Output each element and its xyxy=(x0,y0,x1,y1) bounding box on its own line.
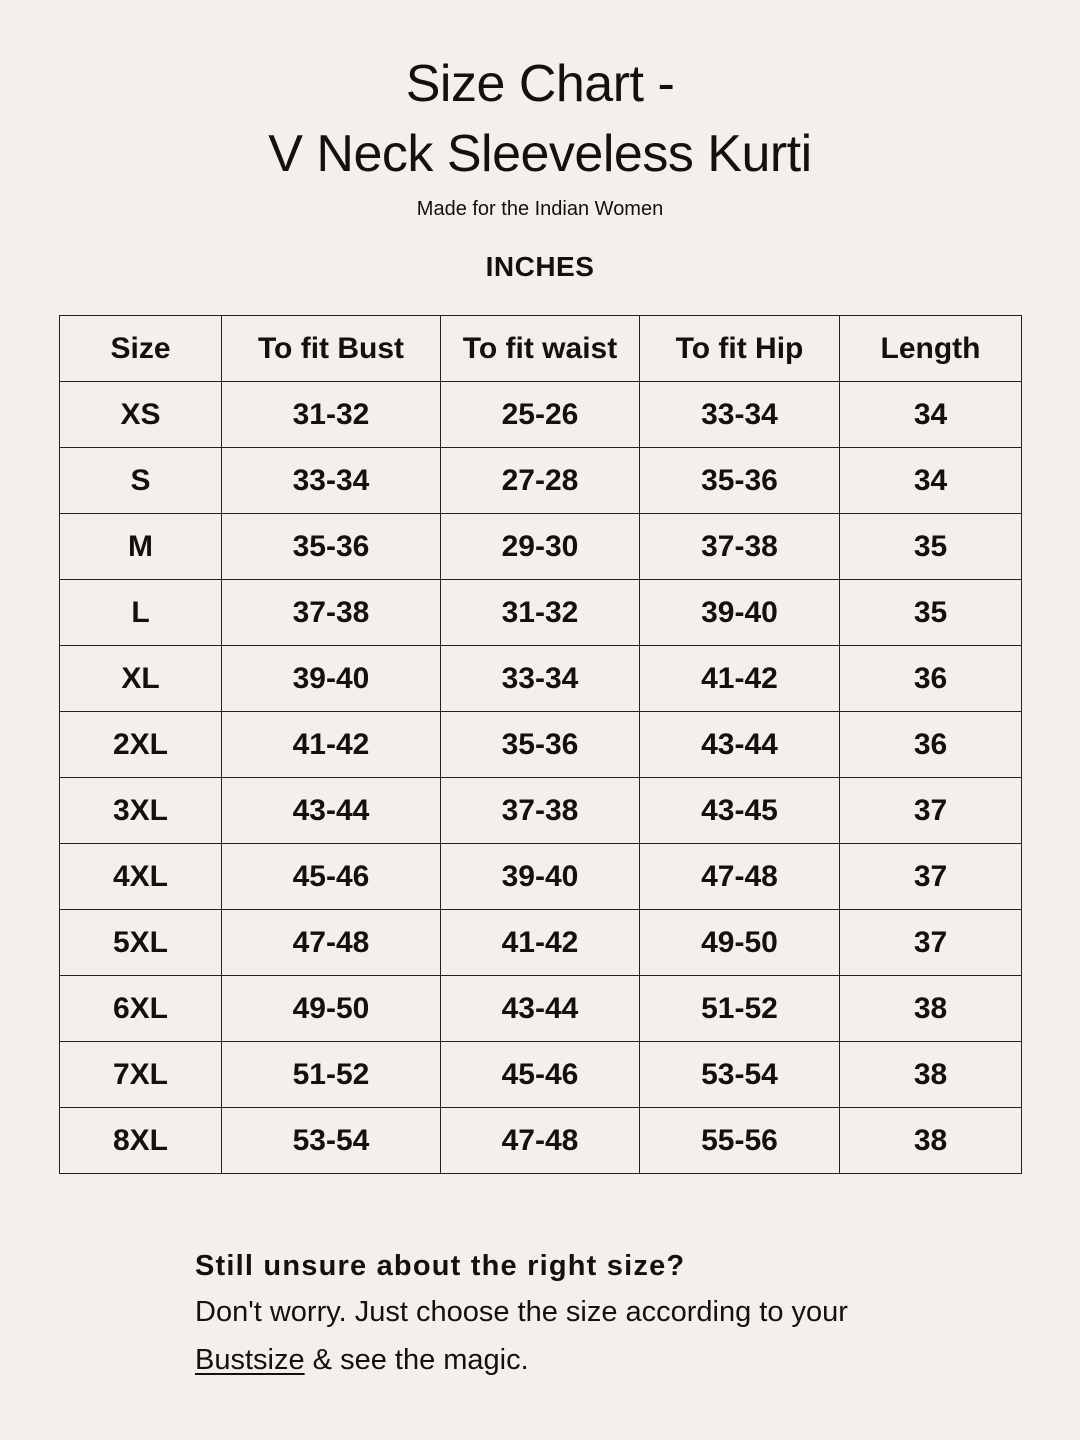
waist-cell: 45-46 xyxy=(441,1042,640,1108)
waist-cell: 39-40 xyxy=(441,844,640,910)
table-header-row xyxy=(60,316,1022,382)
page-title-line-2: V Neck Sleeveless Kurti xyxy=(268,125,812,183)
table-row xyxy=(60,646,1022,712)
note-body xyxy=(195,1288,955,1384)
waist-cell: 31-32 xyxy=(441,580,640,646)
size-cell: XL xyxy=(60,646,222,712)
note-body-line-1: Don't worry. Just choose the size according to your xyxy=(195,1296,848,1328)
table-row xyxy=(60,910,1022,976)
length-cell: 35 xyxy=(840,580,1022,646)
hip-cell: 55-56 xyxy=(640,1108,840,1174)
bust-cell: 43-44 xyxy=(222,778,441,844)
page-title-line-1: Size Chart - xyxy=(405,55,675,113)
note-heading: Still unsure about the right size? xyxy=(195,1250,686,1282)
hip-cell: 47-48 xyxy=(640,844,840,910)
hip-cell: 43-45 xyxy=(640,778,840,844)
bust-cell: 47-48 xyxy=(222,910,441,976)
waist-cell: 27-28 xyxy=(441,448,640,514)
table-row xyxy=(60,580,1022,646)
size-help-note xyxy=(195,1244,955,1384)
length-cell: 38 xyxy=(840,1042,1022,1108)
column-header-waist: To fit waist xyxy=(441,316,640,382)
hip-cell: 51-52 xyxy=(640,976,840,1042)
size-cell: 7XL xyxy=(60,1042,222,1108)
bust-cell: 53-54 xyxy=(222,1108,441,1174)
table-row xyxy=(60,844,1022,910)
hip-cell: 41-42 xyxy=(640,646,840,712)
table-row xyxy=(60,1042,1022,1108)
size-chart-table xyxy=(59,315,1022,1174)
bust-cell: 33-34 xyxy=(222,448,441,514)
waist-cell: 37-38 xyxy=(441,778,640,844)
size-cell: XS xyxy=(60,382,222,448)
length-cell: 37 xyxy=(840,778,1022,844)
hip-cell: 33-34 xyxy=(640,382,840,448)
waist-cell: 47-48 xyxy=(441,1108,640,1174)
length-cell: 34 xyxy=(840,382,1022,448)
bust-cell: 51-52 xyxy=(222,1042,441,1108)
waist-cell: 35-36 xyxy=(441,712,640,778)
length-cell: 37 xyxy=(840,844,1022,910)
bust-cell: 35-36 xyxy=(222,514,441,580)
table-row xyxy=(60,448,1022,514)
waist-cell: 43-44 xyxy=(441,976,640,1042)
length-cell: 36 xyxy=(840,646,1022,712)
size-cell: M xyxy=(60,514,222,580)
bust-cell: 45-46 xyxy=(222,844,441,910)
waist-cell: 25-26 xyxy=(441,382,640,448)
column-header-size: Size xyxy=(60,316,222,382)
size-cell: 3XL xyxy=(60,778,222,844)
hip-cell: 39-40 xyxy=(640,580,840,646)
bustsize-link[interactable]: Bustsize xyxy=(195,1344,305,1376)
column-header-bust: To fit Bust xyxy=(222,316,441,382)
note-body-line-2: & see the magic. xyxy=(304,1344,529,1376)
hip-cell: 43-44 xyxy=(640,712,840,778)
hip-cell: 37-38 xyxy=(640,514,840,580)
bust-cell: 39-40 xyxy=(222,646,441,712)
waist-cell: 29-30 xyxy=(441,514,640,580)
length-cell: 35 xyxy=(840,514,1022,580)
bust-cell: 31-32 xyxy=(222,382,441,448)
units-label: INCHES xyxy=(485,251,595,282)
page-subtitle: Made for the Indian Women xyxy=(416,198,664,220)
size-cell: S xyxy=(60,448,222,514)
length-cell: 36 xyxy=(840,712,1022,778)
length-cell: 37 xyxy=(840,910,1022,976)
column-header-hip: To fit Hip xyxy=(640,316,840,382)
hip-cell: 49-50 xyxy=(640,910,840,976)
hip-cell: 35-36 xyxy=(640,448,840,514)
size-cell: 6XL xyxy=(60,976,222,1042)
waist-cell: 33-34 xyxy=(441,646,640,712)
column-header-length: Length xyxy=(840,316,1022,382)
length-cell: 34 xyxy=(840,448,1022,514)
bust-cell: 49-50 xyxy=(222,976,441,1042)
waist-cell: 41-42 xyxy=(441,910,640,976)
bust-cell: 41-42 xyxy=(222,712,441,778)
size-cell: L xyxy=(60,580,222,646)
table-row xyxy=(60,382,1022,448)
size-cell: 8XL xyxy=(60,1108,222,1174)
length-cell: 38 xyxy=(840,1108,1022,1174)
size-cell: 4XL xyxy=(60,844,222,910)
table-row xyxy=(60,1108,1022,1174)
table-body xyxy=(60,382,1022,1174)
length-cell: 38 xyxy=(840,976,1022,1042)
table-row xyxy=(60,514,1022,580)
table-row xyxy=(60,778,1022,844)
table-row xyxy=(60,712,1022,778)
hip-cell: 53-54 xyxy=(640,1042,840,1108)
bust-cell: 37-38 xyxy=(222,580,441,646)
size-cell: 2XL xyxy=(60,712,222,778)
size-cell: 5XL xyxy=(60,910,222,976)
table-row xyxy=(60,976,1022,1042)
